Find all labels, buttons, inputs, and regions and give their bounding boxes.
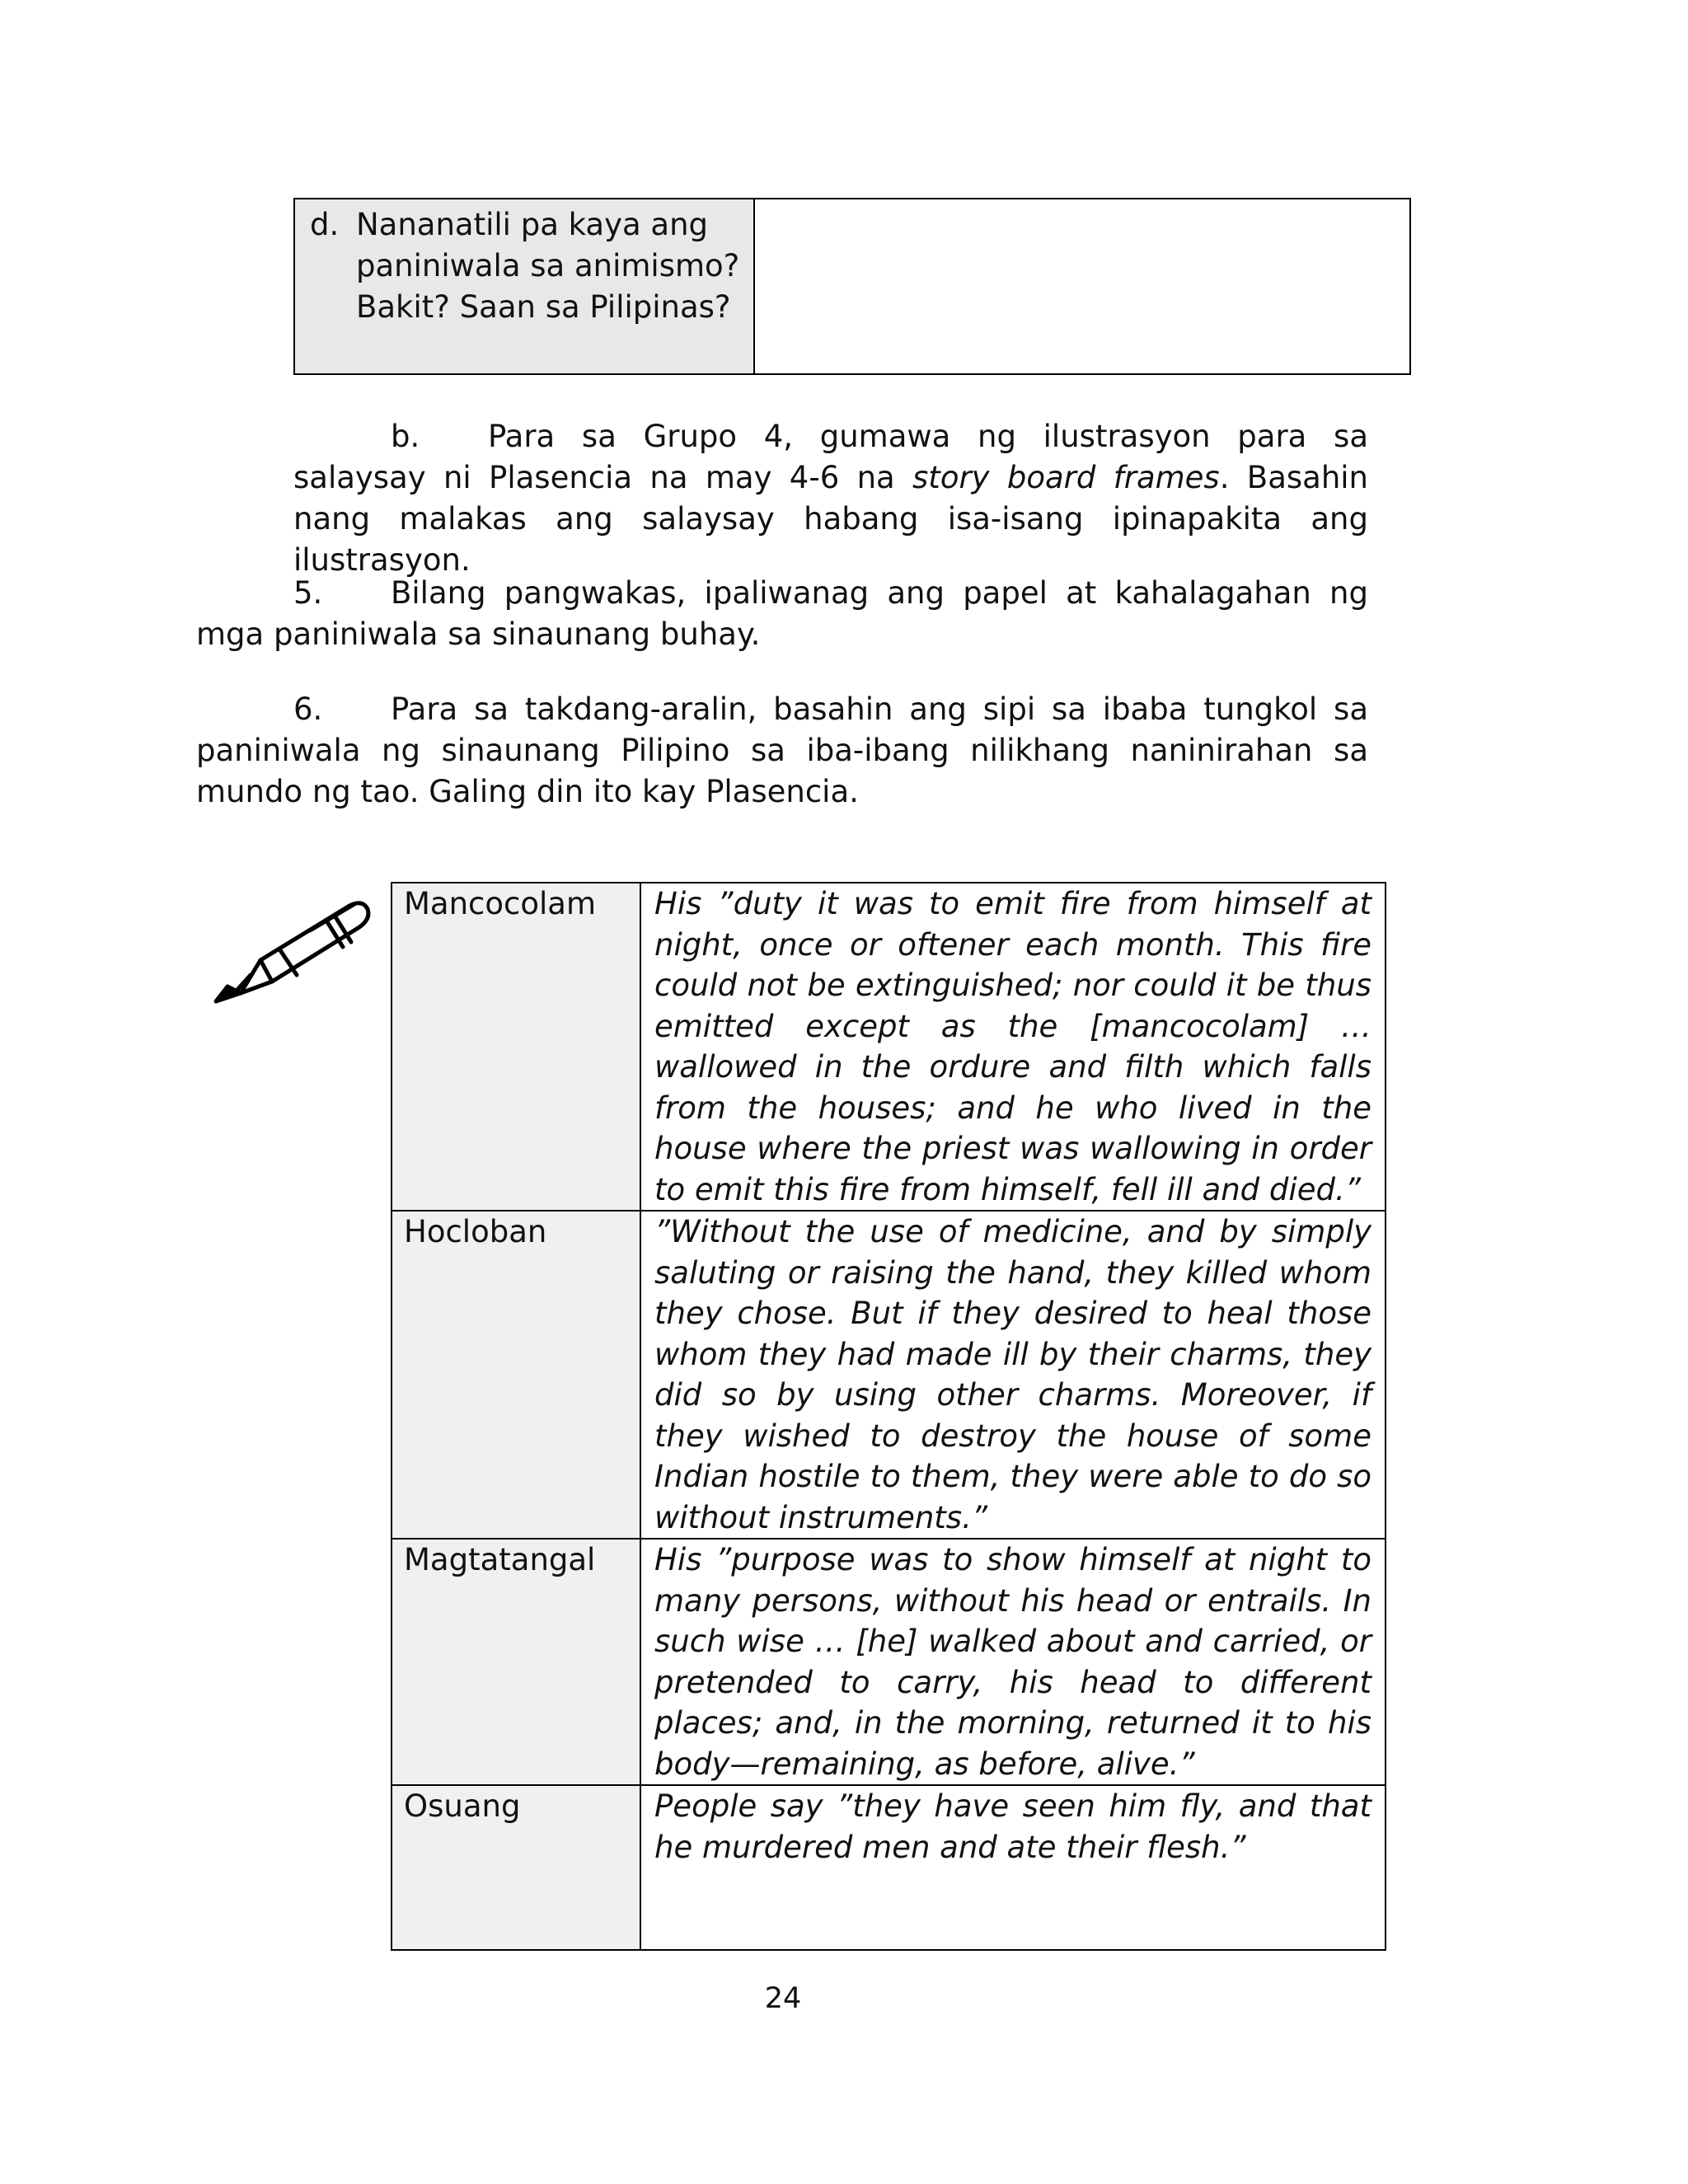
fountain-pen-icon <box>211 893 371 1005</box>
answer-cell <box>755 199 1409 373</box>
table-row <box>392 1211 1386 1539</box>
paragraph-5-text: Bilang pangwakas, ipaliwanag ang papel at kahalagahan ng mga paniniwala sa sinaunang buhay. <box>196 575 1368 652</box>
description-cell: People say ”they have seen him fly, and that he murdered men and ate their flesh.” <box>640 1785 1386 1950</box>
paragraph-b-marker: b. <box>391 419 420 454</box>
description-cell: His ”duty it was to emit fire from himself at night, once or oftener each month. This fire could not be extinguished; nor could it be thus emitted except as the [mancocolam] … wallowed in the ordure and filth which falls from the houses; and he who lived in the house where the priest was wallowing in order to emit this fire from himself, fell ill and died.” <box>640 883 1386 1211</box>
paragraph-5 <box>196 573 1368 655</box>
description-cell: ”Without the use of medicine, and by simply saluting or raising the hand, they killed whom they chose. But if they desired to heal those whom they had made ill by their charms, they did so by using other charms. Moreover, if they wished to destroy the house of some Indian hostile to them, they were able to do so without instruments.” <box>640 1211 1386 1539</box>
question-text: Nananatili pa kaya ang paniniwala sa animismo? Bakit? Saan sa Pilipinas? <box>356 207 740 325</box>
paragraph-b-text-1: Para sa Grupo 4, gumawa ng ilustrasyon para sa salaysay ni Plasencia na may 4-6 na <box>293 419 1368 495</box>
question-cell <box>295 199 755 373</box>
term-cell: Mancocolam <box>392 883 640 1211</box>
description-cell: His ”purpose was to show himself at night to many persons, without his head or entrails. In such wise … [he] walked about and carried, or pretended to carry, his head to different places; and, in the morning, returned it to his body—remaining, as before, alive.” <box>640 1539 1386 1785</box>
term-cell: Osuang <box>392 1785 640 1950</box>
paragraph-6-text: Para sa takdang-aralin, basahin ang sipi sa ibaba tungkol sa paniniwala ng sinaunang Pilipino sa iba-ibang nilikhang naninirahan sa mundo ng tao. Galing din ito kay Plasencia. <box>196 691 1368 809</box>
paragraph-6 <box>196 689 1368 813</box>
question-table <box>293 198 1411 375</box>
creatures-table <box>391 882 1386 1951</box>
paragraph-b-italic: story board frames <box>912 460 1220 495</box>
table-row <box>392 1785 1386 1950</box>
table-row <box>392 1539 1386 1785</box>
paragraph-b-text-2: . Basahin nang malakas ang salaysay habang isa-isang ipinapakita ang ilustrasyon. <box>293 460 1368 578</box>
question-letter: d. <box>310 207 340 242</box>
paragraph-6-marker: 6. <box>293 691 323 727</box>
term-cell: Magtatangal <box>392 1539 640 1785</box>
paragraph-5-marker: 5. <box>293 575 323 611</box>
table-row <box>392 883 1386 1211</box>
paragraph-b <box>293 416 1368 581</box>
term-cell: Hocloban <box>392 1211 640 1539</box>
page-number: 24 <box>764 1982 802 2015</box>
